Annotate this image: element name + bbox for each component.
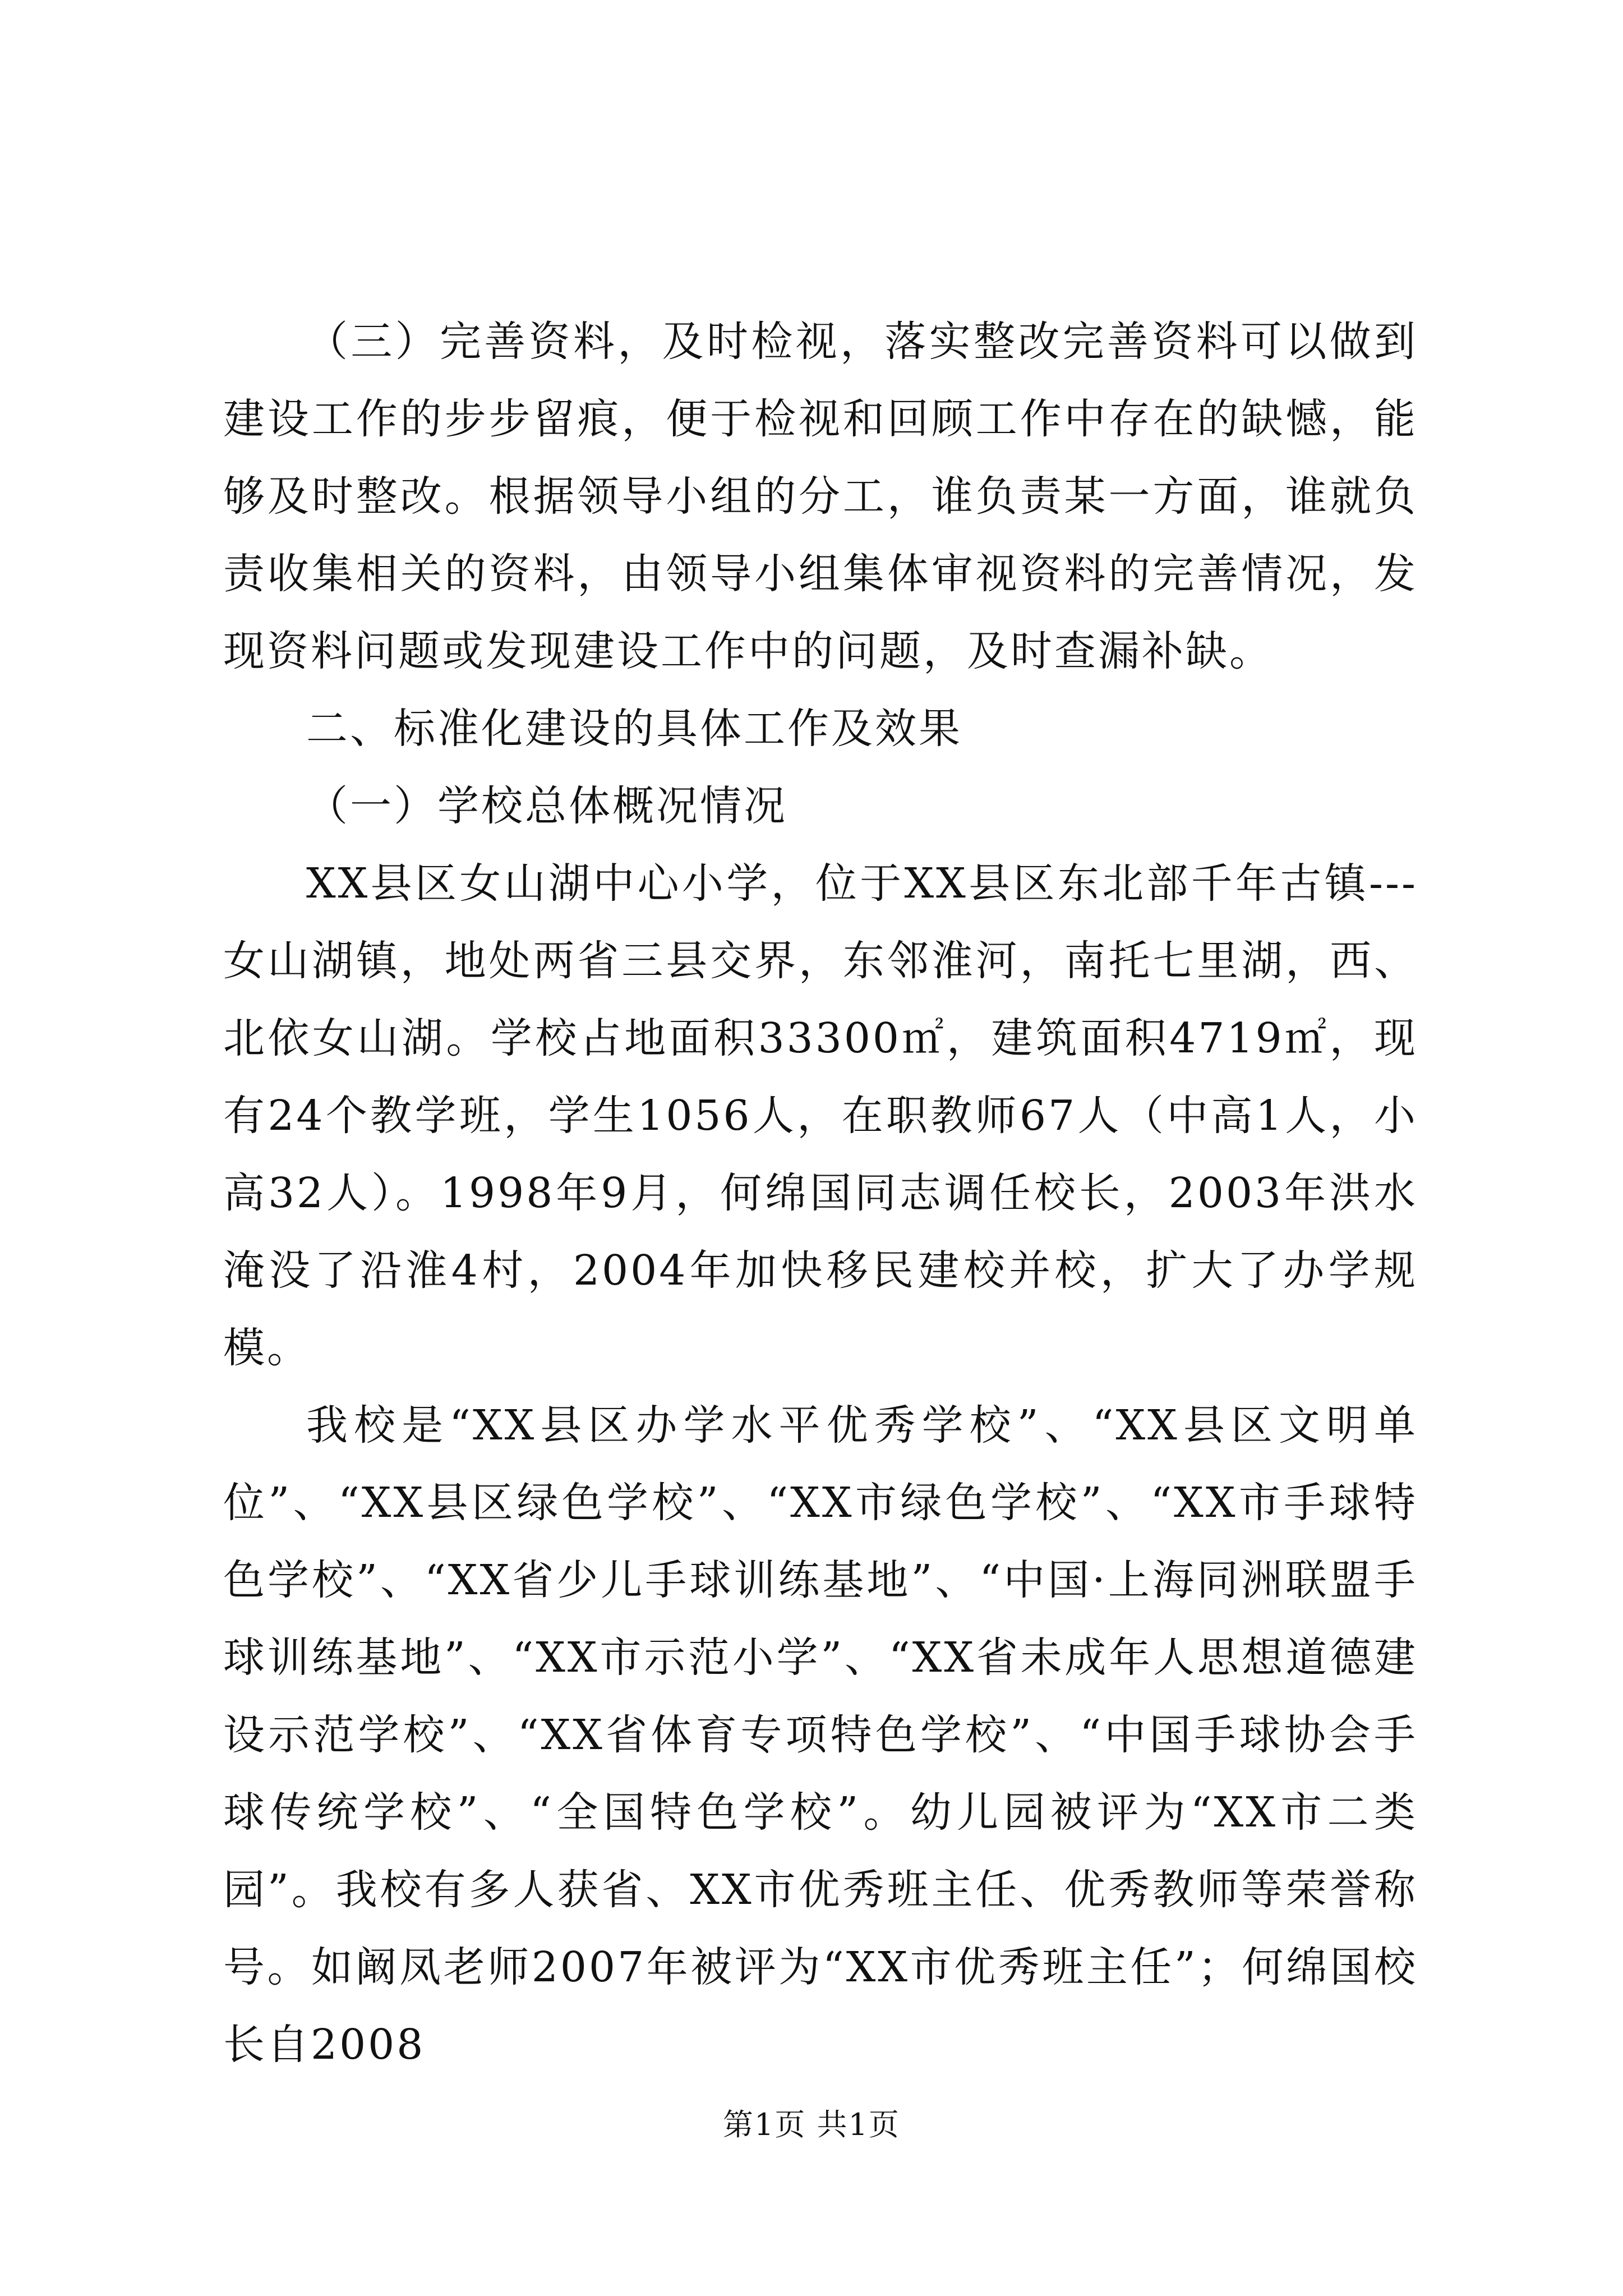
subsection-heading-school-overview: （一）学校总体概况情况: [306, 782, 787, 830]
paragraph-school-honors: 我校是“XX县区办学水平优秀学校”、“XX县区文明单位”、“XX县区绿色学校”、“XX市绿色学校”、“XX市手球特色学校”、“XX省少儿手球训练基地”、“中国·上海同洲联盟手球训练基地”、“XX市示范小学”、“XX省未成年人思想道德建设示范学校”、“XX省体育专项特色学校”、“中国手球协会手球传统学校”、“全国特色学校”。幼儿园被评为“XX市二类园”。我校有多人获省、XX市优秀班主任、优秀教师等荣誉称号。如阚凤老师2007年被评为“XX市优秀班主任”；何绵国校长自2008: [223, 1401, 1418, 2069]
paragraph-school-overview: XX县区女山湖中心小学，位于XX县区东北部千年古镇---女山湖镇，地处两省三县交界，东邻淮河，南托七里湖，西、北依女山湖。学校占地面积33300㎡，建筑面积4719㎡，现有24个教学班，学生1056人，在职教师67人（中高1人，小高32人）。1998年9月，何绵国同志调任校长，2003年洪水淹没了沿淮4村，2004年加快移民建校并校，扩大了办学规模。: [223, 859, 1418, 1372]
document-body: [223, 303, 1418, 2083]
section-heading-standardization: 二、标准化建设的具体工作及效果: [306, 705, 962, 753]
paragraph-improve-materials: （三）完善资料，及时检视，落实整改完善资料可以做到建设工作的步步留痕，便于检视和回顾工作中存在的缺憾，能够及时整改。根据领导小组的分工，谁负责某一方面，谁就负责收集相关的资料，由领导小组集体审视资料的完善情况，发现资料问题或发现建设工作中的问题，及时查漏补缺。: [223, 318, 1418, 675]
page-footer: 第1页 共1页: [723, 2107, 900, 2142]
